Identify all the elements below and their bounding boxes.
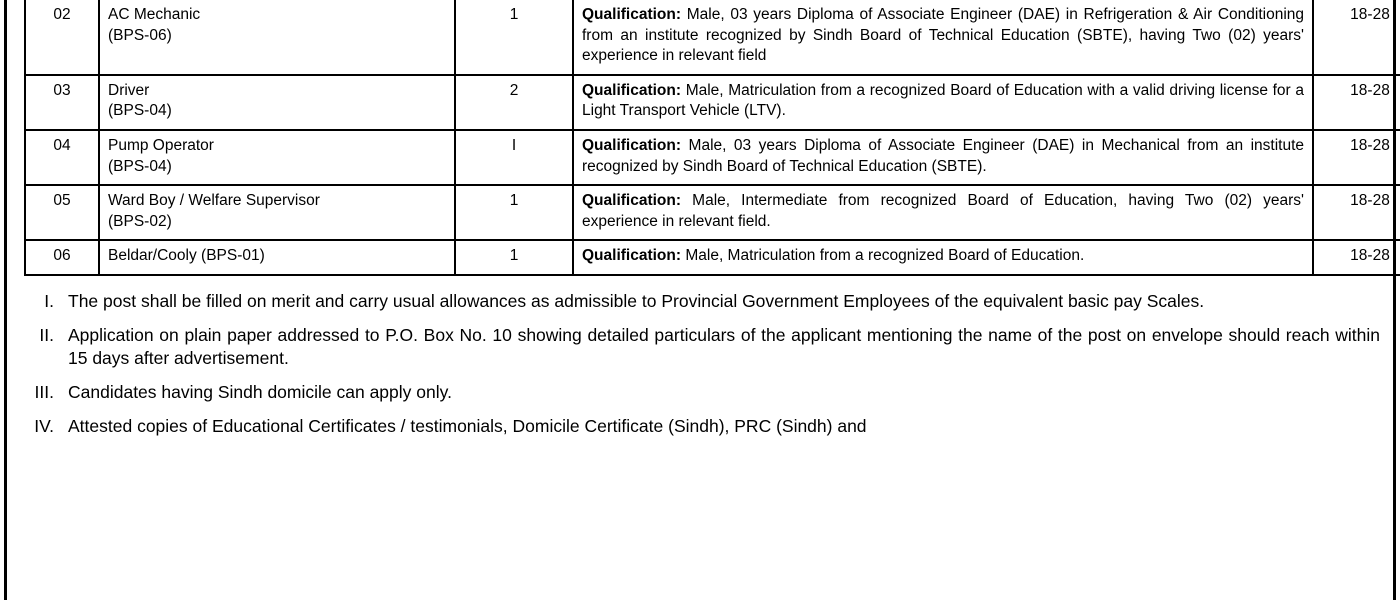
qualification-text: Male, 03 years Diploma of Associate Engineer (DAE) in Refrigeration & Air Conditioning from an institute recognized by Sindh Board of Technical Education (SBTE), having Two (02) years' experience in relevant field [582,6,1304,65]
cell-post [99,185,455,240]
cell-serial: 03 [25,75,99,130]
cell-vacancies: I [455,130,573,185]
cell-vacancies: 2 [455,75,573,130]
cell-age: 18-28 [1313,240,1400,275]
qualification-text: Male, 03 years Diploma of Associate Engineer (DAE) in Mechanical from an institute recognized by Sindh Board of Technical Education (SBTE). [582,137,1304,175]
cell-post [99,0,455,75]
notes-list [28,290,1380,438]
cell-serial: 05 [25,185,99,240]
cell-age: 18-28 [1313,185,1400,240]
table-row [25,240,1400,275]
post-title: AC Mechanic [108,6,201,23]
cell-age: 18-28 [1313,75,1400,130]
cell-qualification [573,0,1313,75]
qualification-text: Male, Matriculation from a recognized Board of Education. [681,247,1085,265]
cell-vacancies: 1 [455,0,573,75]
note-number: III. [34,381,54,402]
cell-vacancies: 1 [455,185,573,240]
note-text: Application on plain paper addressed to P.O. Box No. 10 showing detailed particulars of the applicant mentioning the name of the post on envelope should reach within 15 days after advertisement. [68,324,1380,369]
note-number: I. [44,291,54,312]
cell-post [99,240,455,275]
page-border-left [4,0,7,600]
post-bps: (BPS-02) [108,212,172,230]
qualification-label: Qualification: [582,137,682,155]
qualification-label: Qualification: [582,81,682,99]
cell-age: 18-28 [1313,130,1400,185]
document-content [20,0,1390,600]
cell-qualification [573,130,1313,185]
post-bps: (BPS-06) [108,26,172,44]
list-item [28,324,1380,371]
table-row [25,0,1400,75]
post-bps: (BPS-04) [108,157,172,175]
qualification-text: Male, Intermediate from recognized Board of Education, having Two (02) years' experience in relevant field. [582,192,1304,230]
table-row [25,185,1400,240]
table-row [25,130,1400,185]
post-title: Ward Boy / Welfare Supervisor [108,192,320,210]
cell-qualification [573,75,1313,130]
list-item [28,381,1380,405]
table-row [25,75,1400,130]
cell-age: 18-28 [1313,0,1400,75]
post-title: Beldar/Cooly (BPS-01) [108,247,265,265]
qualification-label: Qualification: [582,247,682,265]
jobs-table [24,0,1400,276]
cell-post [99,75,455,130]
cell-serial: 04 [25,130,99,185]
note-text: Attested copies of Educational Certificates / testimonials, Domicile Certificate (Sindh), PRC (Sindh) and [68,415,867,436]
note-text: Candidates having Sindh domicile can apply only. [68,381,452,402]
post-title: Pump Operator [108,137,214,155]
list-item [28,415,1380,439]
note-number: II. [39,324,54,345]
post-bps: (BPS-04) [108,102,172,120]
cell-serial: 06 [25,240,99,275]
note-number: IV. [34,415,54,436]
cell-post [99,130,455,185]
note-text: The post shall be filled on merit and carry usual allowances as admissible to Provincial Government Employees of the equivalent basic pay Scales. [68,291,1205,312]
qualification-label: Qualification: [582,192,682,210]
cell-qualification [573,240,1313,275]
post-title: Driver [108,81,150,99]
qualification-label: Qualification: [582,6,682,23]
cell-qualification [573,185,1313,240]
qualification-text: Male, Matriculation from a recognized Board of Education with a valid driving license for a Light Transport Vehicle (LTV). [582,81,1304,120]
cell-vacancies: 1 [455,240,573,275]
list-item [28,290,1380,314]
cell-serial: 02 [25,0,99,75]
